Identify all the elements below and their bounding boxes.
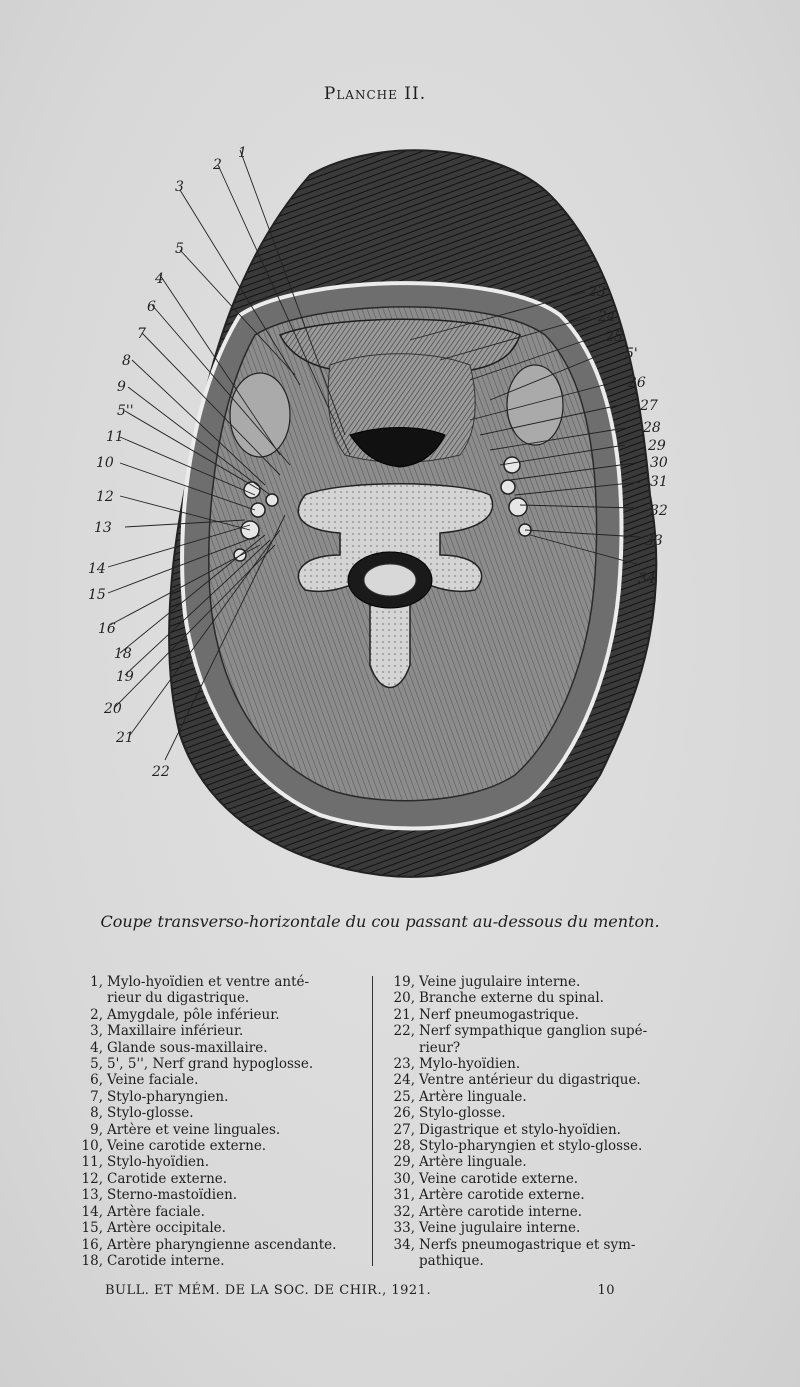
figure-caption: Coupe transverso-horizontale du cou passant au-dessous du menton. [100, 912, 660, 931]
legend-entry: 7, Stylo-pharyngien. [90, 1088, 229, 1105]
label-5pp: 5'' [117, 403, 134, 419]
legend-entry: 12, Carotide externe. [81, 1170, 228, 1187]
page-number: 10 [597, 1283, 615, 1298]
legend-entry: 11, Stylo-hyoïdien. [81, 1154, 210, 1171]
left-submaxillary-gland [230, 373, 290, 457]
legend-entry: 18, Carotide interne. [81, 1252, 225, 1269]
anatomical-section-figure [80, 135, 700, 905]
legend-entry: 26, Stylo-glosse. [393, 1105, 506, 1122]
legend-entry: 25, Artère linguale. [393, 1088, 527, 1105]
legend-entry: rieur? [419, 1039, 461, 1056]
label-21: 21 [116, 730, 134, 746]
label-33: 33 [645, 533, 663, 549]
legend-entry: 5, 5', 5'', Nerf grand hypoglosse. [90, 1056, 314, 1073]
legend-entry: 27, Digastrique et stylo-hyoïdien. [393, 1121, 621, 1138]
right-submaxillary-gland [507, 365, 563, 445]
legend-entry: 4, Glande sous-maxillaire. [90, 1039, 268, 1056]
legend-entry: 19, Veine jugulaire interne. [393, 974, 581, 990]
legend-entry: 33, Veine jugulaire interne. [393, 1220, 581, 1237]
label-12: 12 [96, 489, 114, 505]
legend-entry: 20, Branche externe du spinal. [393, 990, 604, 1007]
label-24: 24 [598, 309, 616, 325]
label-18: 18 [114, 646, 132, 662]
label-23: 23 [588, 284, 606, 300]
label-4: 4 [155, 271, 164, 287]
legend [70, 974, 680, 1274]
column-divider [372, 976, 373, 1266]
label-15: 15 [88, 587, 106, 603]
legend-entry: 16, Artère pharyngienne ascendante. [81, 1236, 337, 1253]
label-31: 31 [650, 474, 668, 490]
legend-entry: 32, Artère carotide interne. [393, 1203, 583, 1220]
label-26: 26 [628, 375, 646, 391]
legend-entry: 13, Sterno-mastoïdien. [81, 1187, 238, 1204]
legend-entry: 28, Stylo-pharyngien et stylo-glosse. [393, 1138, 643, 1155]
legend-entry: pathique. [419, 1252, 484, 1269]
label-9: 9 [117, 379, 126, 395]
legend-entry: 30, Veine carotide externe. [393, 1170, 579, 1187]
label-22: 22 [152, 764, 170, 780]
legend-entry: 22, Nerf sympathique ganglion supé- [393, 1023, 648, 1040]
cross-section-illustration [80, 135, 700, 905]
legend-entry: 24, Ventre antérieur du digastrique. [393, 1072, 641, 1089]
legend-entry: 2, Amygdale, pôle inférieur. [90, 1006, 280, 1023]
label-29: 29 [648, 438, 666, 454]
legend-entry: 23, Mylo-hyoïdien. [393, 1056, 521, 1073]
legend-entry: 21, Nerf pneumogastrique. [393, 1006, 579, 1023]
label-32: 32 [650, 503, 668, 519]
label-25: 25 [605, 329, 623, 345]
journal-citation: BULL. ET MÉM. DE LA SOC. DE CHIR., 1921. [105, 1283, 432, 1298]
label-10: 10 [96, 455, 114, 471]
label-16: 16 [98, 621, 116, 637]
label-6: 6 [147, 299, 156, 315]
label-13: 13 [94, 520, 112, 536]
label-1: 1 [238, 145, 247, 161]
legend-entry: 34, Nerfs pneumogastrique et sym- [393, 1236, 636, 1253]
label-28: 28 [643, 420, 661, 436]
label-34: 34 [638, 571, 656, 587]
label-8: 8 [122, 353, 131, 369]
label-5p: 5' [625, 346, 638, 362]
legend-entry: 31, Artère carotide externe. [393, 1187, 585, 1204]
label-14: 14 [88, 561, 106, 577]
plate-title: Planche II. [323, 84, 427, 104]
legend-entry: 9, Artère et veine linguales. [90, 1121, 281, 1138]
legend-right-column [382, 974, 682, 1269]
legend-entry: 14, Artère faciale. [81, 1203, 205, 1220]
legend-entry: 6, Veine faciale. [90, 1072, 199, 1089]
legend-entry: 8, Stylo-glosse. [90, 1105, 194, 1122]
label-2: 2 [213, 157, 222, 173]
label-19: 19 [116, 669, 134, 685]
label-11: 11 [106, 429, 124, 445]
legend-entry: 10, Veine carotide externe. [81, 1138, 267, 1155]
label-20: 20 [104, 701, 122, 717]
label-3: 3 [175, 179, 184, 195]
legend-entry: 3, Maxillaire inférieur. [90, 1023, 244, 1040]
legend-entry: 29, Artère linguale. [393, 1154, 527, 1171]
label-5: 5 [175, 241, 184, 257]
label-30: 30 [650, 455, 668, 471]
page-footer [105, 1283, 615, 1298]
legend-entry: 15, Artère occipitale. [81, 1220, 226, 1237]
label-27: 27 [640, 398, 658, 414]
legend-left-column [70, 974, 370, 1269]
label-7: 7 [137, 326, 146, 342]
spinal-cord [364, 564, 416, 596]
legend-entry: 1, Mylo-hyoïdien et ventre anté- [90, 974, 310, 990]
legend-entry: rieur du digastrique. [107, 990, 250, 1007]
